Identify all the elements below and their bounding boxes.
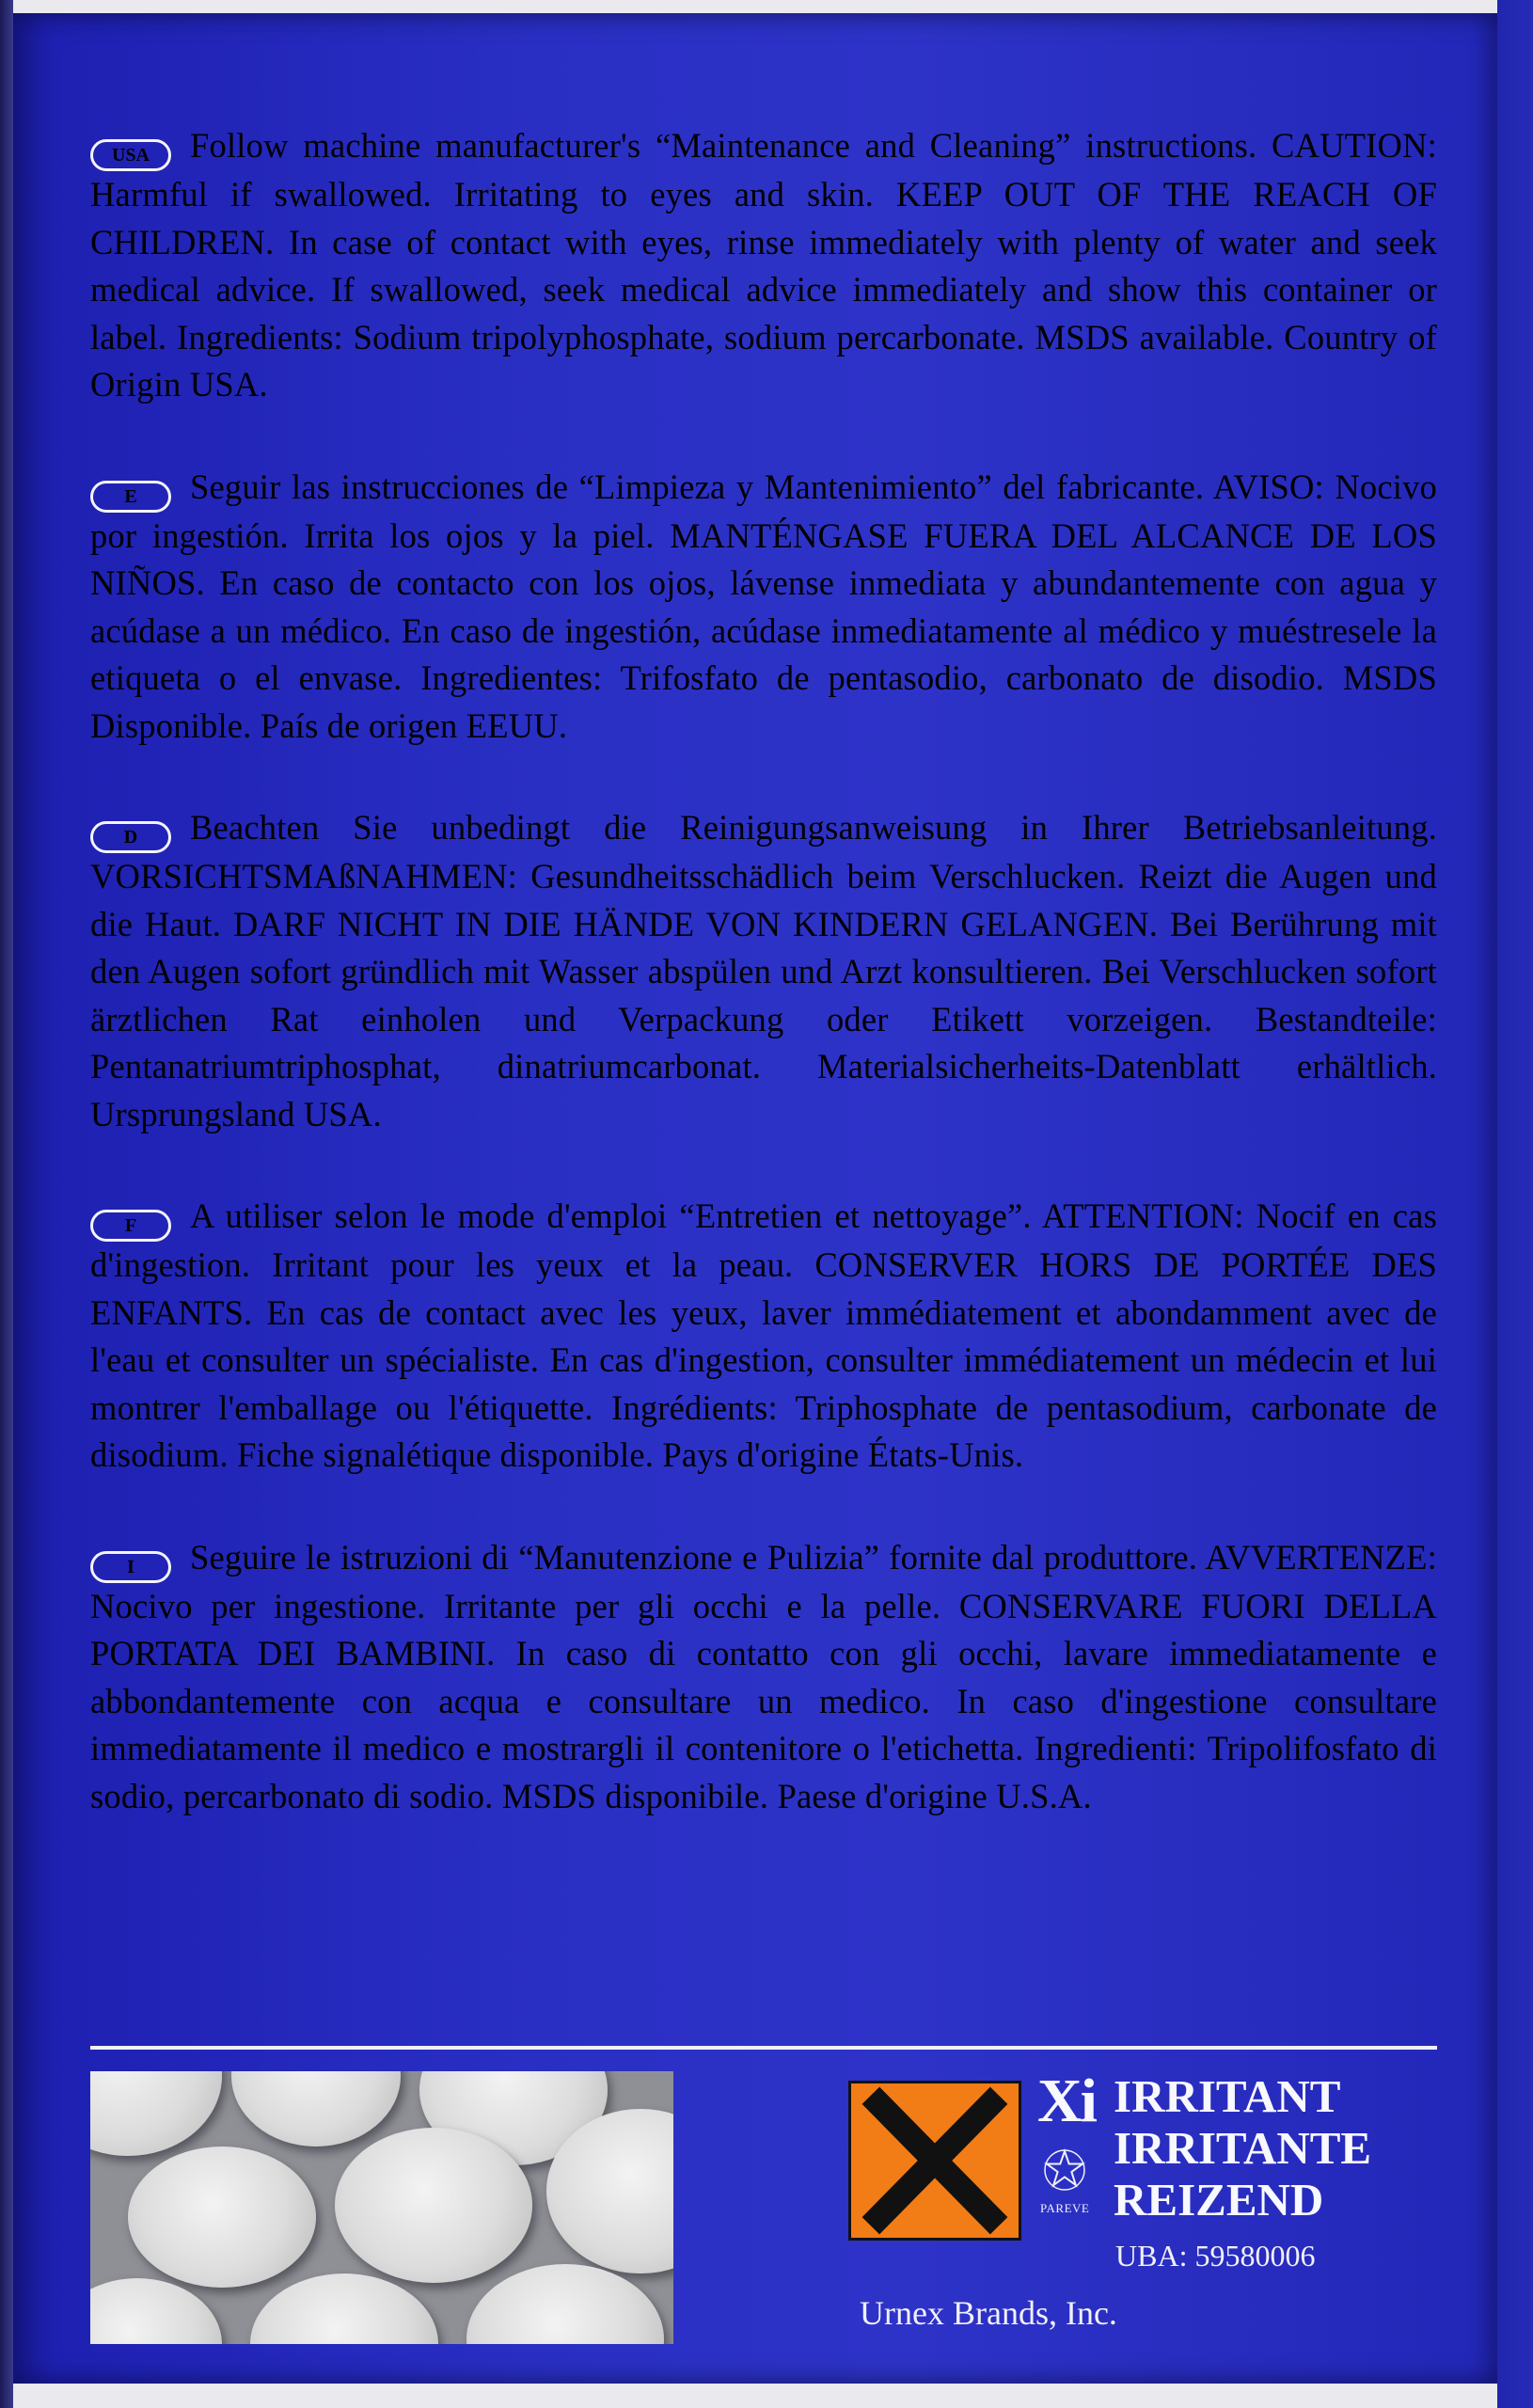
tablet-image	[466, 2264, 664, 2344]
german-language-badge: D	[90, 821, 171, 853]
spanish-language-badge: E	[90, 481, 171, 513]
italian-language-badge: I	[90, 1551, 171, 1583]
box-left-edge	[0, 0, 13, 2408]
pareve-star-icon	[1042, 2147, 1087, 2193]
usa-language-badge: USA	[90, 139, 171, 171]
instructions-german-text: Beachten Sie unbedingt die Reinigungsanweisung in Ihrer Betriebsanleitung. VORSICHTSMAßNAHMEN: Gesundheitsschädlich beim Verschlucken. Reizt die Augen und die Haut. DARF NICHT IN DIE HÄNDE VON KINDERN GELANGEN. Bei Berührung mit den Augen sofort gründlich mit Wasser abspülen und Arzt konsultieren. Bei Verschlucken sofort ärztlichen Rat einholen und Verpackung oder Etikett vorzeigen. Bestandteile: Pentanatriumtriphosphat, dinatriumcarbonat. Materialsicherheits-Datenblatt erhältlich. Ursprungsland USA.	[90, 808, 1437, 1133]
hazard-label-english: IRRITANT	[1114, 2070, 1341, 2122]
tablet-image	[90, 2278, 222, 2344]
instructions-german	[90, 804, 1437, 1138]
instructions-spanish	[90, 464, 1437, 751]
instructions-usa	[90, 122, 1437, 409]
hazard-code: Xi	[1037, 2067, 1096, 2135]
pareve-label: PAREVE	[1040, 2201, 1090, 2215]
instructions-usa-text: Follow machine manufacturer's “Maintenance and Cleaning” instructions. CAUTION: Harmful if swallowed. Irritating to eyes and skin. KEEP OUT OF THE REACH OF CHILDREN. In case of contact with eyes, rinse immediately with plenty of water and seek medical advice. If swallowed, seek medical advice immediately and show this container or label. Ingredients: Sodium tripolyphosphate, sodium percarbonate. MSDS available. Country of Origin USA.	[90, 126, 1437, 404]
tablet-image	[231, 2071, 401, 2147]
tablet-image	[335, 2128, 532, 2283]
instructions-spanish-text: Seguir las instrucciones de “Limpieza y Mantenimiento” del fabricante. AVISO: Nocivo por ingestión. Irrita los ojos y la piel. MANTÉNGASE FUERA DEL ALCANCE DE LOS NIÑOS. En caso de contacto con los ojos, lávense inmediata y abundantemente con agua y acúdase a un médico. En caso de ingestión, acúdase inmediatamente al médico y muéstresele la etiqueta o el envase. Ingredientes: Trifosfato de pentasodio, carbonato de disodio. MSDS Disponible. País de origen EEUU.	[90, 467, 1437, 745]
instructions-french	[90, 1193, 1437, 1480]
instructions-french-text: A utiliser selon le mode d'emploi “Entretien et nettoyage”. ATTENTION: Nocif en cas d'ingestion. Irritant pour les yeux et la peau. CONSERVER HORS DE PORTÉE DES ENFANTS. En cas de contact avec les yeux, laver immédiatement et abondamment avec de l'eau et consulter un spécialiste. En cas d'ingestion, consulter immédiatement un médecin et lui montrer l'emballage ou l'étiquette. Ingrédients: Triphosphate de pentasodium, carbonate de disodium. Fiche signalétique disponible. Pays d'origine États-Unis.	[90, 1196, 1437, 1474]
instructions-italian-text: Seguire le istruzioni di “Manutenzione e Pulizia” fornite dal produttore. AVVERTENZE: Nocivo per ingestione. Irritante per gli occhi e la pelle. CONSERVARE FUORI DELLA PORTATA DEI BAMBINI. In caso di contatto con gli occhi, lavare immediatamente e abbondantemente con acqua e consultare un medico. In caso d'ingestione consultare immediatamente il medico e mostrargli il contenitore o l'etichetta. Ingredienti: Tripolifosfato di sodio, percarbonato di sodio. MSDS disponibile. Paese d'origine U.S.A.	[90, 1537, 1437, 1815]
tablets-photo	[90, 2071, 673, 2344]
tablet-image	[250, 2273, 438, 2344]
tablet-image	[90, 2071, 222, 2156]
box-right-edge	[1497, 0, 1533, 2408]
section-divider	[90, 2046, 1437, 2050]
instructions-italian	[90, 1534, 1437, 1821]
multilingual-instructions	[90, 122, 1437, 1875]
uba-number: UBA: 59580006	[1115, 2239, 1316, 2273]
x-cross-icon	[851, 2083, 1019, 2238]
hazard-label-german: REIZEND	[1114, 2174, 1324, 2226]
hazard-label-spanish: IRRITANTE	[1114, 2122, 1372, 2174]
french-language-badge: F	[90, 1210, 171, 1242]
brand-name: Urnex Brands, Inc.	[860, 2294, 1117, 2332]
tablet-image	[128, 2147, 316, 2288]
irritant-hazard-symbol	[848, 2081, 1021, 2241]
